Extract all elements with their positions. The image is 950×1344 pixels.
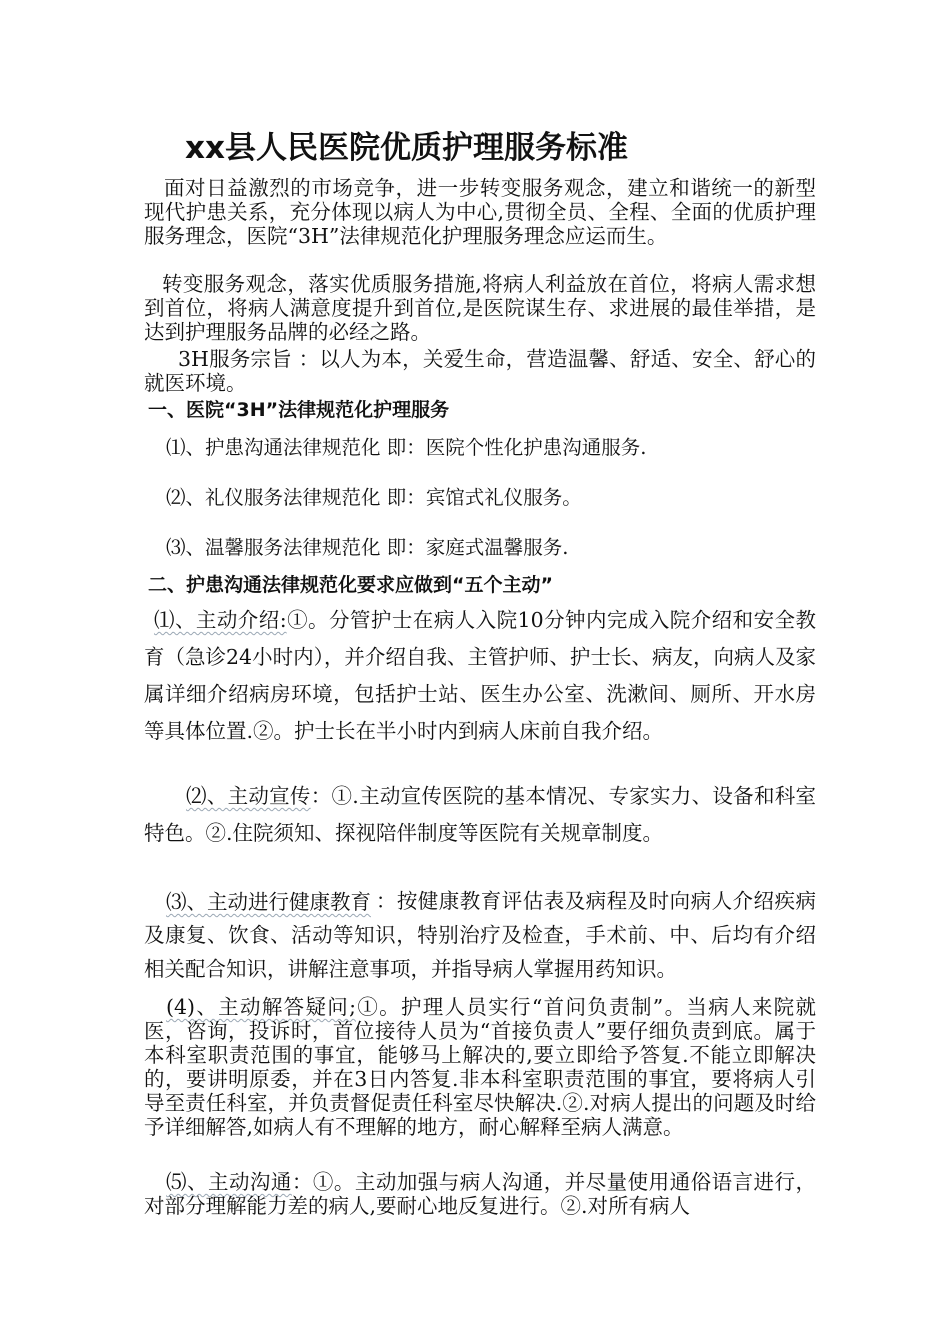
article-5-text: ：①。主动加强与病人沟通，并尽量使用通俗语言进行，对部分理解能力差的病人,要耐心地反复进行。②.对所有病人 — [144, 1170, 817, 1218]
article-3-text: ：按健康教育评估表及病程及时向病人介绍疾病及康复、饮食、活动等知识，特别治疗及检查，手术前、中、后均有介绍相关配合知识，讲解注意事项，并指导病人掌握用药知识。 — [144, 889, 817, 981]
section-1-item-3: ⑶、温馨服务法律规范化 即：家庭式温馨服务. — [166, 536, 569, 559]
intro-paragraph-2: 转变服务观念，落实优质服务措施,将病人利益放在首位，将病人需求想到首位，将病人满意度提升到首位,是医院谋生存、求进展的最佳举措，是达到护理服务品牌的必经之路。 — [144, 272, 816, 344]
section-2-article-4 — [144, 995, 816, 1139]
intro-paragraph-1: 面对日益激烈的市场竞争，进一步转变服务观念，建立和谐统一的新型现代护患关系，充分体现以病人为中心,贯彻全员、全程、全面的优质护理服务理念，医院“3H”法律规范化护理服务理念应运而生。 — [144, 176, 816, 248]
article-3-lead: ⑶、主动进行健康教育 — [166, 890, 371, 914]
section-2-article-5 — [144, 1170, 816, 1218]
section-2-article-3 — [144, 884, 816, 986]
section-1-heading: 一、医院“3H”法律规范化护理服务 — [148, 399, 450, 421]
article-1-text: ①。分管护士在病人入院10分钟内完成入院介绍和安全教育（急诊24小时内），并介绍自我、主管护师、护士长、病友，向病人及家属详细介绍病房环境，包括护士站、医生办公室、洗漱间、厕所、开水房等具体位置.②。护士长在半小时内到病人床前自我介绍。 — [144, 608, 816, 743]
intro-paragraph-3: 3H服务宗旨 ：以人为本，关爱生命，营造温馨、舒适、安全、舒心的就医环境。 — [144, 347, 816, 395]
section-1-item-2: ⑵、礼仪服务法律规范化 即：宾馆式礼仪服务。 — [166, 486, 582, 509]
article-5-lead: ⑸、主动沟通 — [166, 1170, 292, 1194]
article-4-text: ①。护理人员实行“首问负责制”。当病人来院就医，咨询，投诉时，首位接待人员为“首接负责人”要仔细负责到底。属于本科室职责范围的事宜，能够马上解决的,要立即给予答复.不能立即解决的，要讲明原委，并在3日内答复.非本科室职责范围的事宜，要将病人引导至责任科室，并负责督促责任科室尽快解决.②.对病人提出的问题及时给予详细解答,如病人有不理解的地方，耐心解释至病人满意。 — [144, 995, 816, 1139]
article-2-lead: ⑵、主动宣传 — [186, 784, 311, 808]
section-2-article-1 — [144, 602, 816, 750]
section-1-item-1: ⑴、护患沟通法律规范化 即：医院个性化护患沟通服务. — [166, 436, 647, 459]
section-2-heading: 二、护患沟通法律规范化要求应做到“五个主动” — [148, 574, 553, 596]
article-2-text: ：①.主动宣传医院的基本情况、专家实力、设备和科室特色。②.住院须知、探视陪伴制度等医院有关规章制度。 — [144, 784, 817, 845]
document-title: xx县人民医院优质护理服务标准 — [185, 130, 628, 166]
article-4-lead: (4)、主动解答疑问; — [166, 995, 356, 1019]
section-2-article-2 — [144, 778, 816, 852]
article-1-lead: ⑴、主动介绍: — [154, 608, 287, 632]
